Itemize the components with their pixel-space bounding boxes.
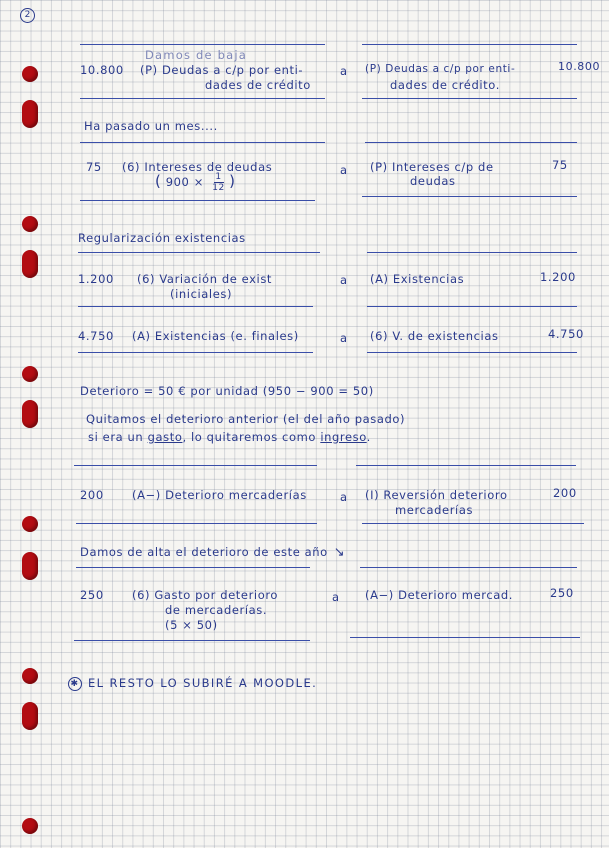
entry6-debit-line3: (5 × 50) xyxy=(165,618,218,632)
entry2-credit-line2: deudas xyxy=(410,174,456,188)
binder-hole-icon xyxy=(22,216,38,232)
ledger-rule xyxy=(80,200,315,201)
entry3-amount-left: 1.200 xyxy=(78,272,114,286)
entry4-a: a xyxy=(340,331,348,345)
ledger-rule xyxy=(362,98,577,99)
entry1-credit-line1: (P) Deudas a c/p por enti- xyxy=(365,63,516,75)
ledger-rule xyxy=(367,252,577,253)
ledger-rule xyxy=(80,142,325,143)
entry3-amount-right: 1.200 xyxy=(540,270,576,284)
ledger-rule xyxy=(367,306,577,307)
page-number: 2 xyxy=(20,8,35,23)
heading-baja: Damos de baja xyxy=(145,48,248,62)
entry3-a: a xyxy=(340,273,348,287)
entry2-debit-line1: (6) Intereses de deudas xyxy=(122,160,273,174)
entry6-amount-right: 250 xyxy=(550,586,574,600)
entry1-amount-right: 10.800 xyxy=(558,60,601,73)
entry5-a: a xyxy=(340,490,348,504)
entry6-debit-line1: (6) Gasto por deterioro xyxy=(132,588,279,602)
calc-numerator: 1 xyxy=(215,172,222,182)
entry6-debit-line2: de mercaderías. xyxy=(165,603,268,617)
note-gasto: gasto xyxy=(147,430,183,444)
entry1-debit-line1: (P) Deudas a c/p por enti- xyxy=(140,63,304,77)
entry6-amount-left: 250 xyxy=(80,588,104,602)
entry2-credit-line1: (P) Intereses c/p de xyxy=(370,160,494,174)
heading-regularizacion: Regularización existencias xyxy=(78,231,246,245)
binder-hole-icon xyxy=(22,100,38,128)
binder-hole-icon xyxy=(22,516,38,532)
note-si-era-pre: si era un xyxy=(88,430,148,444)
binder-hole-icon xyxy=(22,250,38,278)
star-circle-icon: ✱ xyxy=(68,677,82,691)
entry3-credit-line1: (A) Existencias xyxy=(370,272,465,286)
calc-fraction xyxy=(212,172,225,193)
entry6-a: a xyxy=(332,590,340,604)
entry5-credit-line2: mercaderías xyxy=(395,503,474,517)
ledger-rule xyxy=(350,637,580,638)
ledger-rule xyxy=(360,567,577,568)
ledger-rule xyxy=(76,567,310,568)
entry5-credit-line1: (I) Reversión deterioro xyxy=(365,488,508,502)
note-ingreso: ingreso xyxy=(320,430,367,444)
entry3-debit-line2: (iniciales) xyxy=(170,287,233,301)
note-mid: , lo quitaremos como xyxy=(182,430,321,444)
footer-note-text: EL RESTO LO SUBIRÉ A MOODLE. xyxy=(88,676,318,690)
note-month: Ha pasado un mes.... xyxy=(84,119,218,133)
note-end: . xyxy=(366,430,371,444)
entry1-credit-line2: dades de crédito. xyxy=(390,78,500,92)
ledger-rule xyxy=(367,352,577,353)
entry4-credit-line1: (6) V. de existencias xyxy=(370,329,499,343)
heading-alta xyxy=(80,545,345,560)
entry2-calculation xyxy=(155,172,236,193)
calc-base: 900 × xyxy=(165,175,204,189)
heading-alta-text: Damos de alta el deterioro de este año xyxy=(80,545,328,559)
entry2-a: a xyxy=(340,163,348,177)
entry4-amount-right: 4.750 xyxy=(548,327,584,341)
entry1-debit-line2: dades de crédito xyxy=(205,78,311,92)
ledger-rule xyxy=(74,465,317,466)
entry4-debit-line1: (A) Existencias (e. finales) xyxy=(132,329,299,343)
calc-denominator: 12 xyxy=(212,183,225,193)
ledger-rule xyxy=(78,352,313,353)
binder-hole-icon xyxy=(22,552,38,580)
ledger-rule xyxy=(356,465,576,466)
binder-hole-icon xyxy=(22,818,38,834)
entry1-amount-left: 10.800 xyxy=(80,63,124,77)
ledger-rule xyxy=(78,306,313,307)
note-si-era xyxy=(88,430,371,444)
ledger-rule xyxy=(365,142,577,143)
entry3-debit-line1: (6) Variación de exist xyxy=(137,272,273,286)
entry2-amount-right: 75 xyxy=(552,158,568,172)
binder-hole-icon xyxy=(22,400,38,428)
ledger-rule xyxy=(362,44,577,45)
binder-hole-icon xyxy=(22,702,38,730)
ledger-rule xyxy=(362,523,584,524)
calc-open: ( xyxy=(155,172,162,190)
entry6-credit-line1: (A−) Deterioro mercad. xyxy=(365,588,514,602)
note-deterioro: Deterioro = 50 € por unidad (950 − 900 = 50) xyxy=(80,384,374,398)
ledger-rule xyxy=(78,252,320,253)
footer-note xyxy=(68,676,317,691)
entry5-amount-right: 200 xyxy=(553,486,577,500)
binder-hole-icon xyxy=(22,66,38,82)
down-arrow-icon: ↘ xyxy=(333,545,346,560)
entry5-debit-line1: (A−) Deterioro mercaderías xyxy=(132,488,307,502)
binder-hole-icon xyxy=(22,366,38,382)
entry1-a: a xyxy=(340,64,348,78)
calc-close: ) xyxy=(229,172,236,190)
entry4-amount-left: 4.750 xyxy=(78,329,114,343)
ledger-rule xyxy=(362,196,577,197)
ledger-rule xyxy=(80,44,325,45)
ledger-rule xyxy=(80,98,325,99)
entry2-amount-left: 75 xyxy=(86,160,102,174)
entry5-amount-left: 200 xyxy=(80,488,104,502)
ledger-rule xyxy=(76,523,317,524)
binder-hole-icon xyxy=(22,668,38,684)
note-quitamos: Quitamos el deterioro anterior (el del año pasado) xyxy=(86,412,406,426)
ledger-rule xyxy=(74,640,310,641)
